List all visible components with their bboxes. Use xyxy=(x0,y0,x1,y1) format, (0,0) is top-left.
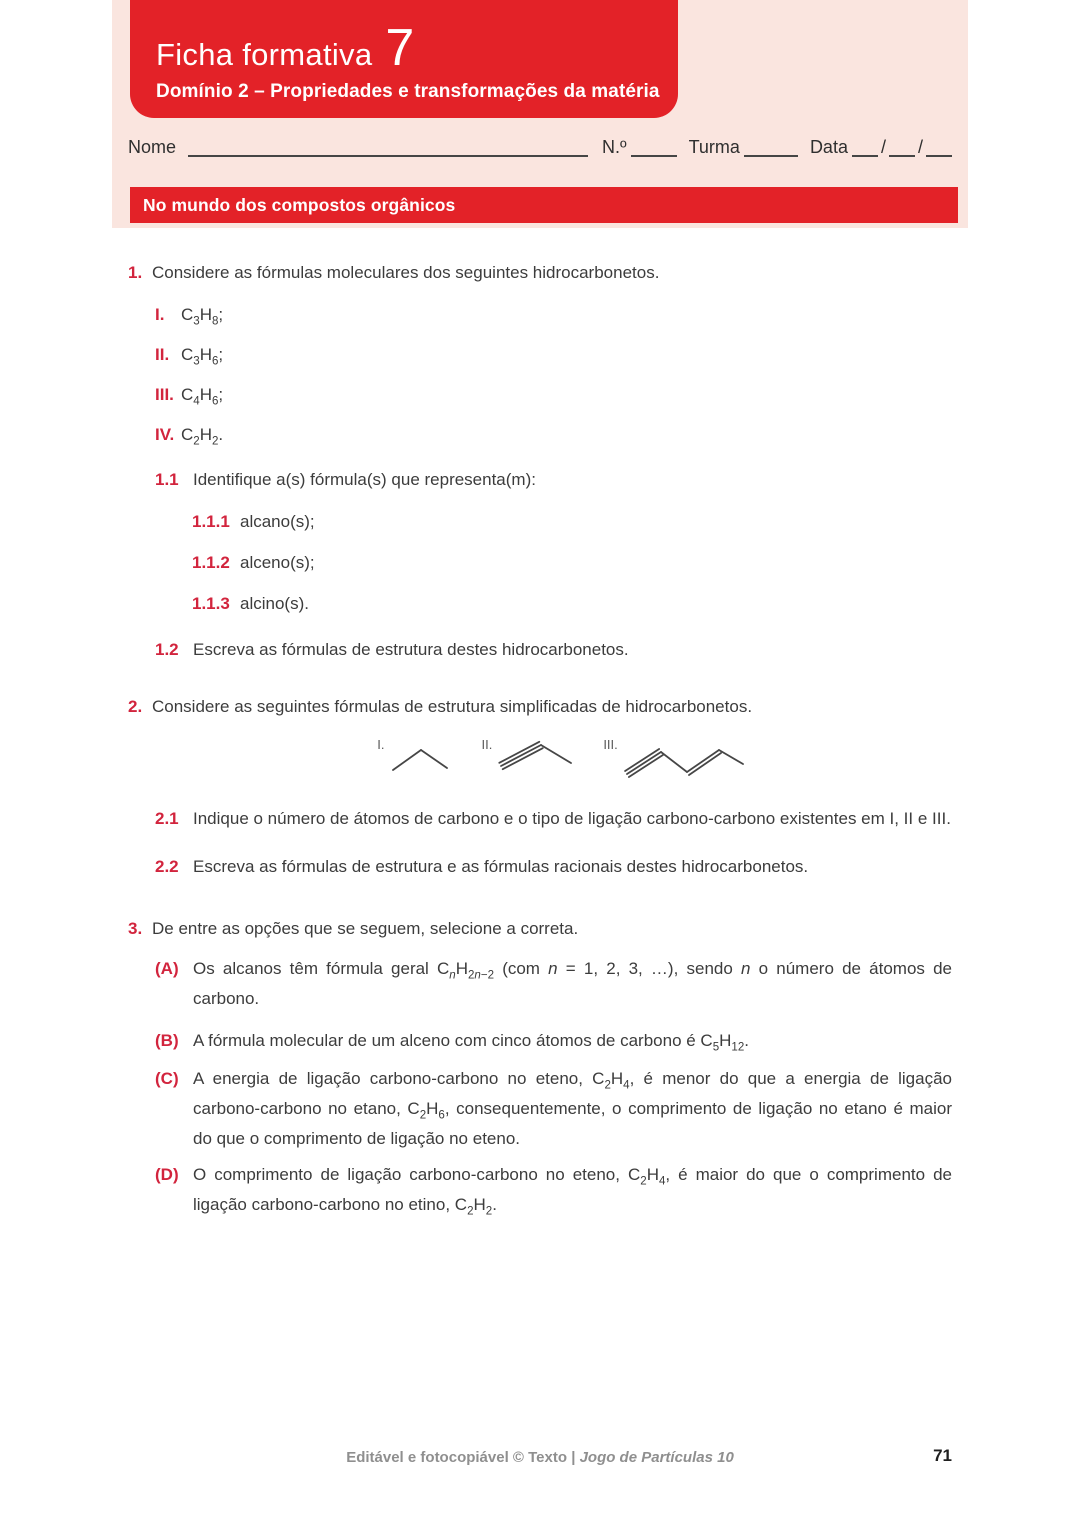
formula-item-1 xyxy=(155,300,952,330)
question-1-1-text: Identifique a(s) fórmula(s) que representa(m): xyxy=(193,470,536,489)
question-1-2-number: 1.2 xyxy=(155,640,179,659)
question-1-1-2 xyxy=(192,548,952,578)
date-day-line[interactable] xyxy=(852,149,878,157)
number-input-line[interactable] xyxy=(631,149,677,157)
question-2-1-number: 2.1 xyxy=(155,809,179,828)
propane-skeletal-drawing xyxy=(387,736,453,782)
option-b-label: (B) xyxy=(155,1031,179,1050)
question-2 xyxy=(128,692,952,722)
question-1-1-number: 1.1 xyxy=(155,470,179,489)
page-footer xyxy=(128,1447,952,1469)
title-box xyxy=(130,0,678,118)
formula-item-3-numeral: III. xyxy=(155,385,174,404)
question-2-text: Considere as seguintes fórmulas de estrutura simplificadas de hidrocarbonetos. xyxy=(152,697,753,716)
topic-banner xyxy=(130,187,958,223)
structure-iii-label: III. xyxy=(603,737,618,752)
number-label: N.º xyxy=(602,137,627,157)
page-number: 71 xyxy=(933,1446,952,1465)
question-1-1-3 xyxy=(192,589,952,619)
option-c-label: (C) xyxy=(155,1069,179,1088)
question-1-1-2-text: alceno(s); xyxy=(240,553,315,572)
question-1-1-1-number: 1.1.1 xyxy=(192,512,230,531)
formula-item-1-formula: $C_3H_8$; xyxy=(181,305,224,328)
topic-banner-text: No mundo dos compostos orgânicos xyxy=(143,194,456,215)
propyne-skeletal-drawing xyxy=(495,736,575,782)
question-1 xyxy=(128,258,952,288)
question-2-2-number: 2.2 xyxy=(155,857,179,876)
class-input-line[interactable] xyxy=(744,149,798,157)
question-2-number: 2. xyxy=(128,697,143,716)
formula-item-2-formula: $C_3H_6$; xyxy=(181,345,224,368)
structure-i-label: I. xyxy=(377,737,385,752)
question-3 xyxy=(128,914,952,944)
question-2-1 xyxy=(155,804,952,834)
date-label: Data xyxy=(809,137,848,157)
question-1-1-1-text: alcano(s); xyxy=(240,512,315,531)
worksheet-title: Ficha formativa xyxy=(156,37,373,72)
option-c-text: A energia de ligação carbono-carbono no eteno, $C_2H_4$, é menor do que a energia de ligação carbono-carbono no etano, $C_2H_6$, consequentemente, o comprimento de ligação no etano é maior do que o comprimento de ligação no eteno. xyxy=(193,1069,952,1148)
footer-credit-book-title: Jogo de Partículas 10 xyxy=(579,1449,734,1466)
class-label: Turma xyxy=(688,137,740,157)
footer-credit-plain: Editável e fotocopiável © Texto | xyxy=(346,1449,580,1466)
title-line xyxy=(156,19,678,77)
question-1-1-3-text: alcino(s). xyxy=(240,594,309,613)
question-3-number: 3. xyxy=(128,919,143,938)
formula-item-1-numeral: I. xyxy=(155,305,165,324)
skeletal-structures-row xyxy=(172,736,952,788)
option-a-label: (A) xyxy=(155,959,179,978)
question-1-text: Considere as fórmulas moleculares dos seguintes hidrocarbonetos. xyxy=(152,263,660,282)
skeletal-structure-iii xyxy=(603,736,746,786)
name-label: Nome xyxy=(128,137,177,157)
skeletal-structure-ii xyxy=(481,736,575,782)
formula-item-3 xyxy=(155,380,952,410)
question-1-2 xyxy=(155,635,952,665)
domain-subtitle: Domínio 2 – Propriedades e transformações da matéria xyxy=(156,81,660,102)
name-input-line[interactable] xyxy=(188,149,588,157)
formula-item-2 xyxy=(155,340,952,370)
formula-item-4-formula: $C_2H_2$. xyxy=(181,425,224,448)
option-b[interactable] xyxy=(155,1026,952,1056)
date-slash: / xyxy=(880,137,886,157)
formula-item-3-formula: $C_4H_6$; xyxy=(181,385,224,408)
date-month-line[interactable] xyxy=(889,149,915,157)
footer-credit xyxy=(128,1447,952,1469)
option-a-text: Os alcanos têm fórmula geral $C_nH_{2n-2}$ (com n = 1, 2, 3, …), sendo n o número de átomos de carbono. xyxy=(193,959,952,1008)
option-a[interactable] xyxy=(155,954,952,1014)
header-panel xyxy=(112,0,968,228)
question-1-1-3-number: 1.1.3 xyxy=(192,594,230,613)
pentenyne-skeletal-drawing xyxy=(621,736,747,786)
option-c[interactable] xyxy=(155,1064,952,1154)
formula-item-2-numeral: II. xyxy=(155,345,170,364)
skeletal-structure-i xyxy=(377,736,453,782)
student-info-row xyxy=(128,136,954,158)
option-d-label: (D) xyxy=(155,1165,179,1184)
option-b-text: A fórmula molecular de um alceno com cinco átomos de carbono é $C_5H_{12}$. xyxy=(193,1031,749,1054)
question-1-1-1 xyxy=(192,507,952,537)
question-2-1-text: Indique o número de átomos de carbono e o tipo de ligação carbono-carbono existentes em I, II e III. xyxy=(193,809,951,828)
formula-item-4 xyxy=(155,420,952,450)
question-2-2-text: Escreva as fórmulas de estrutura e as fórmulas racionais destes hidrocarbonetos. xyxy=(193,857,809,876)
question-3-text: De entre as opções que se seguem, selecione a correta. xyxy=(152,919,579,938)
structure-ii-label: II. xyxy=(481,737,493,752)
question-1-number: 1. xyxy=(128,263,143,282)
date-year-line[interactable] xyxy=(926,149,952,157)
date-slash: / xyxy=(917,137,923,157)
questions-area xyxy=(128,228,952,1220)
option-d[interactable] xyxy=(155,1160,952,1220)
question-1-2-text: Escreva as fórmulas de estrutura destes hidrocarbonetos. xyxy=(193,640,629,659)
formula-item-4-numeral: IV. xyxy=(155,425,175,444)
question-1-1 xyxy=(155,465,952,495)
question-2-2 xyxy=(155,852,952,882)
option-d-text: O comprimento de ligação carbono-carbono no eteno, $C_2H_4$, é maior do que o comprimento de ligação carbono-carbono no etino, $C_2H_2$. xyxy=(193,1165,952,1218)
worksheet-number: 7 xyxy=(385,19,415,77)
question-1-1-2-number: 1.1.2 xyxy=(192,553,230,572)
